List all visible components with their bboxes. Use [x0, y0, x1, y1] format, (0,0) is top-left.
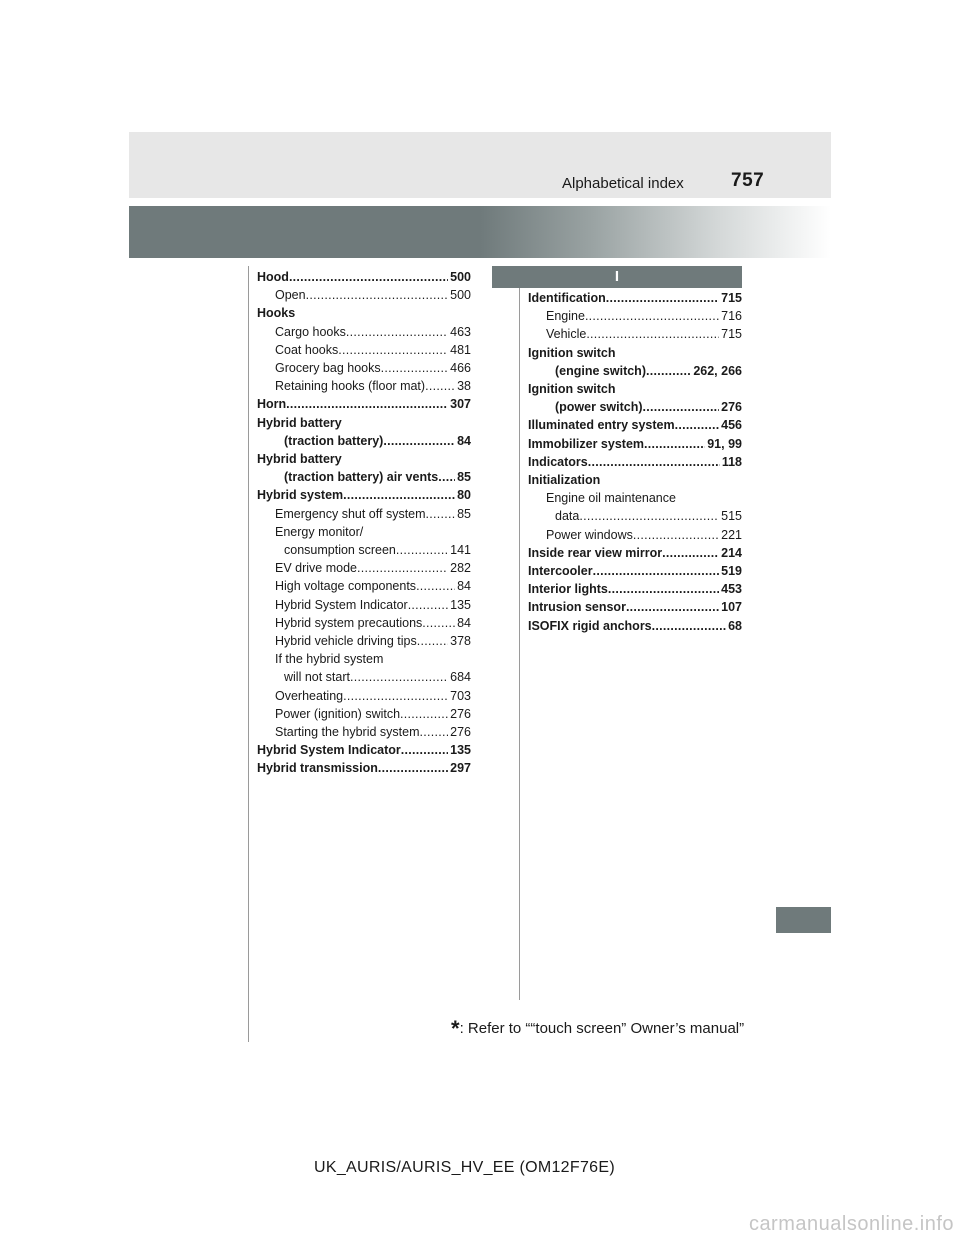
- index-entry-page: 85: [457, 470, 471, 485]
- index-entry-page: 135: [450, 597, 471, 612]
- index-entry-page: 107: [721, 600, 742, 615]
- index-entry-page: 519: [721, 564, 742, 579]
- dot-leader: [422, 614, 455, 632]
- dot-leader: [593, 562, 720, 580]
- dot-leader: [306, 286, 449, 304]
- index-entry-label: Hybrid transmission: [257, 761, 378, 776]
- dot-leader: [343, 687, 448, 705]
- index-entry: [528, 471, 742, 489]
- index-entry-label: Horn: [257, 397, 287, 412]
- dot-leader: [608, 580, 719, 598]
- index-entry: [528, 453, 742, 471]
- index-entry: [528, 398, 742, 416]
- index-entry-page: 262, 266: [693, 363, 742, 378]
- index-entry: [257, 341, 471, 359]
- dot-leader: [338, 341, 448, 359]
- dot-leader: [383, 432, 455, 450]
- index-entry-page: 84: [457, 433, 471, 448]
- index-entry: [257, 759, 471, 777]
- index-entry-page: 214: [721, 545, 742, 560]
- index-entry-label: Intercooler: [528, 564, 593, 579]
- index-entry-label: (power switch): [555, 400, 643, 415]
- index-entry-label: Hooks: [257, 306, 296, 321]
- watermark: carmanualsonline.info: [748, 1213, 954, 1235]
- index-entry: [528, 325, 742, 343]
- dot-leader: [588, 453, 720, 471]
- dot-leader: [401, 741, 448, 759]
- index-entry: [257, 523, 471, 541]
- index-entry-label: (traction battery): [284, 433, 384, 448]
- index-entry: [257, 614, 471, 632]
- index-entry-page: 684: [450, 670, 471, 685]
- dot-leader: [378, 759, 448, 777]
- index-entry: [257, 541, 471, 559]
- left-margin-rule: [248, 266, 249, 1042]
- index-entry: [528, 416, 742, 434]
- dot-leader: [643, 398, 720, 416]
- index-entry: [257, 286, 471, 304]
- header-band: [129, 132, 831, 198]
- footnote-asterisk: *: [451, 1016, 460, 1041]
- dot-leader: [286, 395, 448, 413]
- index-column-right: [528, 289, 742, 635]
- index-entry: [257, 268, 471, 286]
- index-entry-label: consumption screen: [284, 543, 396, 558]
- index-entry-label: Emergency shut off system: [275, 506, 426, 521]
- index-entry-page: 500: [450, 288, 471, 303]
- index-entry-page: 135: [450, 743, 471, 758]
- index-entry-page: 515: [721, 509, 742, 524]
- index-entry: [528, 489, 742, 507]
- index-entry: [257, 450, 471, 468]
- index-entry-page: 118: [721, 454, 742, 469]
- dot-leader: [343, 486, 455, 504]
- index-entry-label: ISOFIX rigid anchors: [528, 618, 652, 633]
- index-entry: [257, 432, 471, 450]
- column-divider: [519, 286, 520, 1000]
- index-entry-label: Hybrid System Indicator: [257, 743, 401, 758]
- index-entry: [257, 559, 471, 577]
- index-entry: [257, 414, 471, 432]
- index-entry: [257, 359, 471, 377]
- index-entry-page: 500: [450, 270, 471, 284]
- index-entry-label: High voltage components: [275, 579, 417, 594]
- index-entry: [257, 632, 471, 650]
- index-entry-label: Starting the hybrid system: [275, 725, 420, 740]
- index-entry-label: Initialization: [528, 473, 601, 488]
- index-entry: [528, 617, 742, 635]
- index-entry: [528, 526, 742, 544]
- index-entry-label: EV drive mode: [275, 561, 357, 576]
- index-entry-label: Open: [275, 288, 306, 303]
- index-entry: [257, 323, 471, 341]
- dot-leader: [346, 323, 448, 341]
- page-title: Alphabetical index: [562, 175, 684, 192]
- dot-leader: [644, 435, 705, 453]
- index-entry-label: Ignition switch: [528, 382, 616, 397]
- index-entry: [257, 741, 471, 759]
- index-entry-page: 276: [450, 706, 471, 721]
- dot-leader: [646, 362, 691, 380]
- index-entry-page: 141: [450, 543, 471, 558]
- page-number: 757: [731, 170, 765, 191]
- index-entry-label: Cargo hooks: [275, 324, 346, 339]
- index-entry-label: If the hybrid system: [275, 652, 384, 667]
- index-entry-label: Inside rear view mirror: [528, 545, 663, 560]
- dot-leader: [357, 559, 448, 577]
- index-entry-page: 297: [450, 761, 471, 776]
- index-entry: [257, 304, 471, 322]
- document-code: UK_AURIS/AURIS_HV_EE (OM12F76E): [314, 1159, 615, 1176]
- index-entry-label: Hybrid vehicle driving tips: [275, 634, 417, 649]
- index-entry: [257, 705, 471, 723]
- index-entry-label: Intrusion sensor: [528, 600, 626, 615]
- index-entry-label: Indicators: [528, 454, 588, 469]
- index-entry-label: Power windows: [546, 527, 633, 542]
- index-entry: [528, 562, 742, 580]
- index-entry-label: Hybrid System Indicator: [275, 597, 408, 612]
- dot-leader: [425, 377, 455, 395]
- index-entry-label: Hood: [257, 270, 289, 284]
- index-entry-page: 715: [721, 291, 742, 305]
- index-entry: [257, 377, 471, 395]
- index-entry: [528, 507, 742, 525]
- index-entry-page: 91, 99: [707, 436, 742, 451]
- index-entry-page: 715: [721, 327, 742, 342]
- dot-leader: [585, 307, 719, 325]
- index-entry-page: 276: [721, 400, 742, 415]
- index-entry-page: 453: [721, 582, 742, 597]
- index-entry-page: 282: [450, 561, 471, 576]
- index-entry-page: 703: [450, 688, 471, 703]
- index-entry-label: Hybrid system: [257, 488, 344, 503]
- index-entry-page: 307: [450, 397, 471, 412]
- footnote-text: : Refer to ““touch screen” Owner’s manual”: [459, 1020, 745, 1037]
- dot-leader: [416, 577, 455, 595]
- index-entry-page: 463: [450, 324, 471, 339]
- dot-leader: [438, 468, 455, 486]
- dot-leader: [652, 617, 726, 635]
- index-entry-page: 221: [721, 527, 742, 542]
- dot-leader: [626, 598, 719, 616]
- dot-leader: [586, 325, 719, 343]
- dot-leader: [417, 632, 448, 650]
- section-letter-heading: I: [492, 266, 742, 288]
- index-entry-label: Engine oil maintenance: [546, 491, 676, 506]
- index-entry-page: 84: [457, 579, 471, 594]
- dot-leader: [350, 668, 448, 686]
- index-entry: [257, 395, 471, 413]
- index-entry-label: data: [555, 509, 580, 524]
- decorative-header-bar: [129, 206, 831, 258]
- index-entry: [528, 598, 742, 616]
- index-entry-label: (traction battery) air vents: [284, 470, 439, 485]
- index-entry-label: Grocery bag hooks: [275, 361, 381, 376]
- dot-leader: [426, 505, 456, 523]
- index-entry: [257, 687, 471, 705]
- index-entry-page: 85: [457, 506, 471, 521]
- index-entry: [528, 362, 742, 380]
- index-entry-label: Identification: [528, 291, 606, 305]
- index-entry: [528, 380, 742, 398]
- index-entry: [528, 307, 742, 325]
- index-entry: [528, 344, 742, 362]
- dot-leader: [396, 541, 448, 559]
- index-entry-page: 38: [457, 379, 471, 394]
- index-entry-label: Coat hooks: [275, 342, 339, 357]
- index-entry: [528, 435, 742, 453]
- dot-leader: [400, 705, 448, 723]
- index-entry: [257, 596, 471, 614]
- dot-leader: [289, 268, 448, 286]
- index-entry: [257, 668, 471, 686]
- index-entry: [257, 577, 471, 595]
- index-entry-page: 716: [721, 309, 742, 324]
- index-entry-label: Overheating: [275, 688, 344, 703]
- index-entry: [528, 580, 742, 598]
- index-entry-label: Engine: [546, 309, 585, 324]
- index-entry-page: 456: [721, 418, 742, 433]
- index-entry-page: 466: [450, 361, 471, 376]
- index-entry-label: (engine switch): [555, 363, 646, 378]
- index-entry: [528, 289, 742, 307]
- dot-leader: [408, 596, 448, 614]
- index-entry-label: Retaining hooks (floor mat): [275, 379, 426, 394]
- dot-leader: [381, 359, 449, 377]
- index-entry: [257, 650, 471, 668]
- dot-leader: [675, 416, 720, 434]
- index-entry-page: 80: [457, 488, 471, 503]
- index-column-left: [257, 268, 471, 778]
- index-entry: [257, 468, 471, 486]
- index-entry: [528, 544, 742, 562]
- dot-leader: [633, 526, 719, 544]
- dot-leader: [606, 289, 719, 307]
- footnote: [451, 1016, 744, 1042]
- index-entry-label: Power (ignition) switch: [275, 706, 401, 721]
- dot-leader: [662, 544, 719, 562]
- dot-leader: [579, 507, 719, 525]
- index-entry-page: 68: [728, 618, 742, 633]
- index-entry-label: Immobilizer system: [528, 436, 645, 451]
- dot-leader: [420, 723, 449, 741]
- index-entry-page: 481: [450, 342, 471, 357]
- index-entry-page: 378: [450, 634, 471, 649]
- section-thumb-tab: [776, 907, 831, 933]
- index-entry-label: Hybrid battery: [257, 415, 342, 430]
- index-entry-label: Ignition switch: [528, 345, 616, 360]
- index-entry-label: Hybrid system precautions: [275, 615, 423, 630]
- index-entry-label: Energy monitor/: [275, 524, 364, 539]
- index-entry-page: 84: [457, 615, 471, 630]
- index-entry-page: 276: [450, 725, 471, 740]
- index-entry: [257, 723, 471, 741]
- index-entry: [257, 505, 471, 523]
- index-entry-label: Vehicle: [546, 327, 587, 342]
- index-entry: [257, 486, 471, 504]
- index-entry-label: will not start: [284, 670, 350, 685]
- index-entry-label: Interior lights: [528, 582, 608, 597]
- index-entry-label: Illuminated entry system: [528, 418, 675, 433]
- index-entry-label: Hybrid battery: [257, 452, 342, 467]
